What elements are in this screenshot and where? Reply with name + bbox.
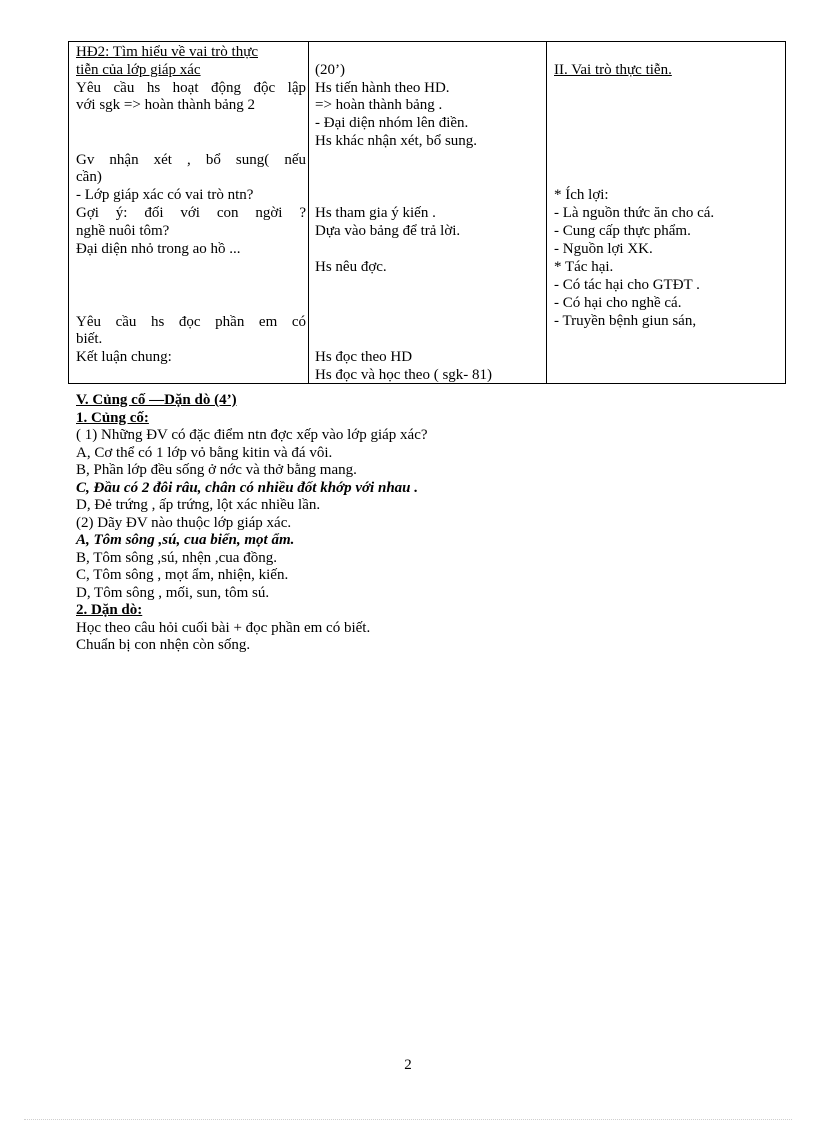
harms-title: * Tác hại. — [554, 259, 614, 275]
general-conclusion: Kết luận chung: — [76, 349, 172, 365]
question-2-option-d: D, Tôm sông , mối, sun, tôm sú. — [76, 584, 270, 601]
benefits-title: * Ích lợi: — [554, 187, 609, 203]
student-line9: Hs đọc và học theo ( sgk- 81) — [315, 367, 493, 383]
hint-line3: Đại diện nhỏ trong ao hồ ... — [76, 241, 241, 257]
question-1-option-c-answer: C, Đầu có 2 đôi râu, chân có nhiều đốt khớp với nhau . — [76, 479, 418, 496]
lesson-table — [68, 41, 786, 384]
student-line2: => hoàn thành bảng . — [315, 97, 443, 113]
section-title: V. Củng cố —Dặn dò (4’) — [76, 392, 237, 408]
teacher-feedback-line1: Gv nhận xét , bổ sung( nếu — [76, 152, 306, 168]
student-line6: Dựa vào bảng để trả lời. — [315, 223, 461, 239]
question-1-option-a: A, Cơ thể có 1 lớp vỏ bằng kitin và đá vôi. — [76, 444, 333, 461]
benefit-item-2: - Cung cấp thực phẩm. — [554, 223, 691, 239]
harm-item-2: - Có hại cho nghề cá. — [554, 295, 682, 311]
homework-title: 2. Dặn dò: — [76, 602, 143, 618]
content-heading: II. Vai trò thực tiễn. — [554, 62, 672, 78]
question-1: ( 1) Những ĐV có đặc điểm ntn đợc xếp vào lớp giáp xác? — [76, 427, 428, 443]
question-2: (2) Dãy ĐV nào thuộc lớp giáp xác. — [76, 514, 292, 531]
instruction-line2: với sgk => hoàn thành bảng 2 — [76, 97, 255, 113]
student-line1: Hs tiến hành theo HD. — [315, 80, 450, 96]
table-left-border — [68, 41, 69, 384]
page-number: 2 — [404, 1057, 412, 1073]
table-divider-1 — [308, 41, 309, 384]
question-1-option-b: B, Phần lớp đều sống ở nớc và thở bằng mang. — [76, 462, 357, 478]
review-section — [76, 392, 776, 655]
page-bottom-divider — [24, 1119, 792, 1120]
student-line4: Hs khác nhận xét, bổ sung. — [315, 133, 478, 149]
instruction-line1: Yêu cầu hs hoạt động độc lập — [76, 80, 306, 96]
hint-line2: nghề nuôi tôm? — [76, 223, 170, 239]
question-1-option-d: D, Đẻ trứng , ấp trứng, lột xác nhiều lần. — [76, 497, 321, 513]
table-top-border — [68, 41, 786, 42]
consolidation-title: 1. Củng cố: — [76, 409, 149, 426]
teacher-feedback-line2: cần) — [76, 169, 102, 185]
time-allocation: (20’) — [315, 62, 345, 78]
student-line5: Hs tham gia ý kiến . — [315, 205, 436, 221]
homework-line-1: Học theo câu hỏi cuối bài + đọc phần em có biết. — [76, 619, 371, 636]
question-2-option-c: C, Tôm sông , mọt ẩm, nhiện, kiến. — [76, 567, 289, 583]
benefit-item-1: - Là nguồn thức ăn cho cá. — [554, 205, 715, 221]
homework-line-2: Chuẩn bị con nhện còn sống. — [76, 637, 251, 653]
role-question: - Lớp giáp xác có vai trò ntn? — [76, 187, 254, 203]
table-divider-2 — [546, 41, 547, 384]
activity-heading-line1: HĐ2: Tìm hiểu về vai trò thực — [76, 44, 258, 60]
student-line8: Hs đọc theo HD — [315, 349, 413, 365]
reading-request-line2: biết. — [76, 331, 103, 347]
question-2-option-a-answer: A, Tôm sông ,sú, cua biển, mọt ẩm. — [76, 532, 295, 548]
student-line3: - Đại diện nhóm lên điền. — [315, 115, 469, 131]
hint-line1: Gợi ý: đối với con ngời ? — [76, 205, 306, 221]
table-right-border — [785, 41, 786, 384]
benefit-item-3: - Nguồn lợi XK. — [554, 241, 653, 257]
activity-heading-line2: tiễn của lớp giáp xác — [76, 62, 201, 78]
harm-item-3: - Truyền bệnh giun sán, — [554, 313, 697, 329]
student-line7: Hs nêu đợc. — [315, 259, 387, 275]
question-2-option-b: B, Tôm sông ,sú, nhện ,cua đồng. — [76, 549, 277, 566]
reading-request-line1: Yêu cầu hs đọc phần em có — [76, 314, 306, 330]
harm-item-1: - Có tác hại cho GTĐT . — [554, 277, 700, 293]
